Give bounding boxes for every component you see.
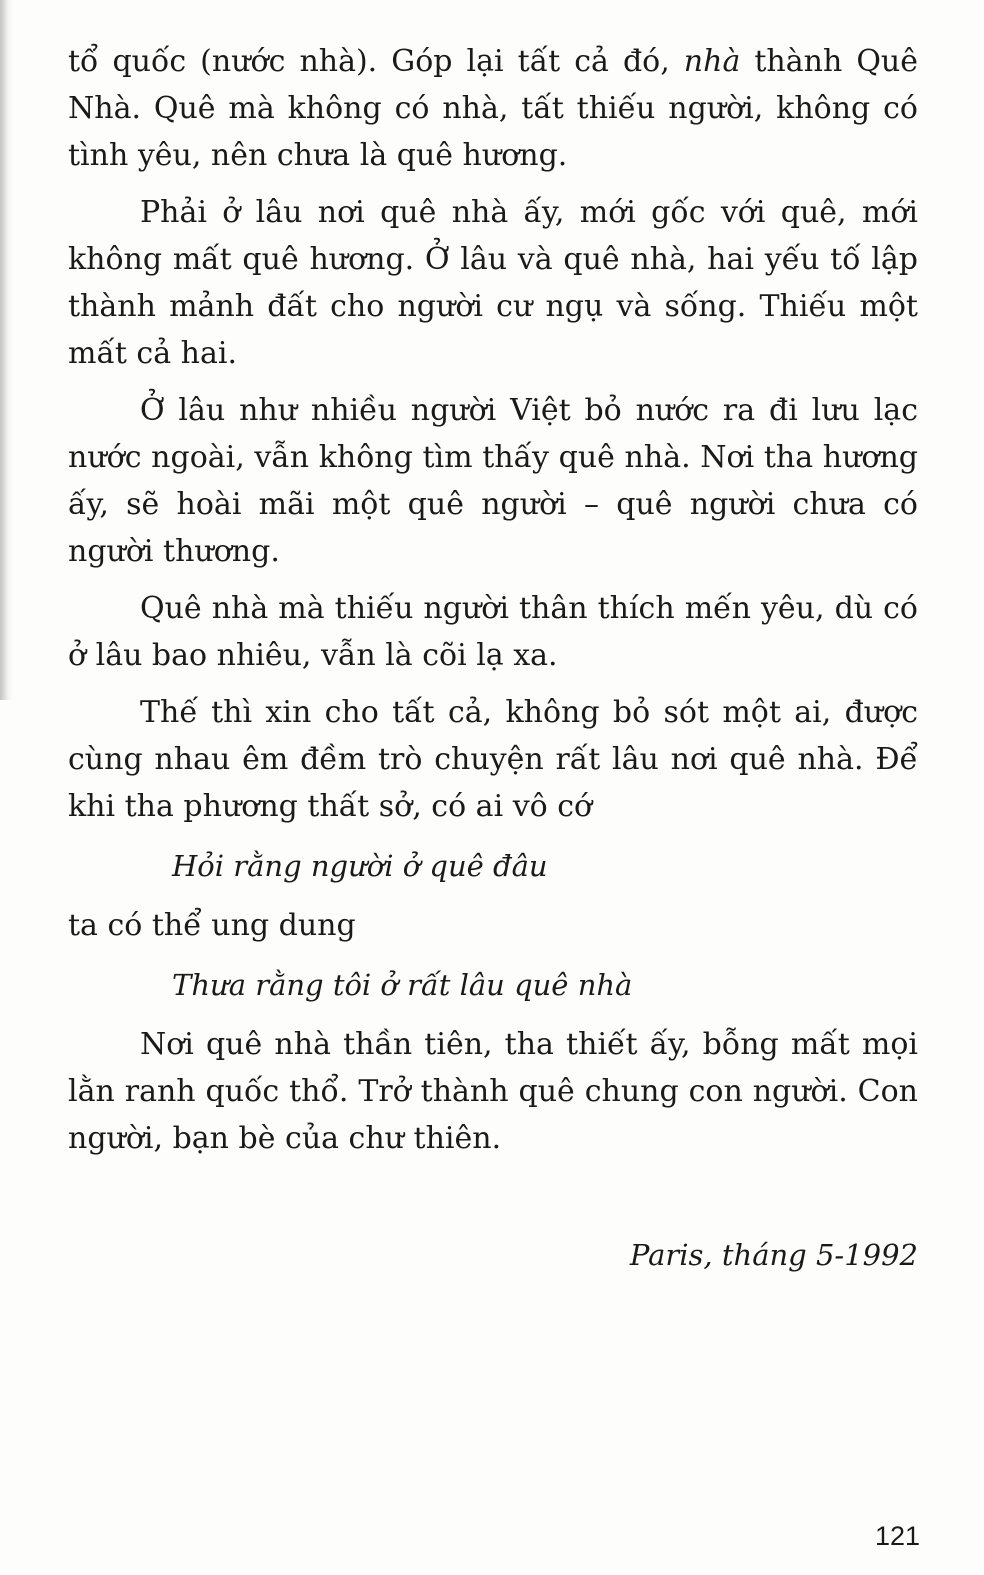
scan-shadow-edge xyxy=(0,0,14,700)
paragraph-1-italic: nhà xyxy=(683,44,741,79)
verse-line-1: Hỏi rằng người ở quê đâu xyxy=(172,849,548,883)
paragraph-1 xyxy=(68,38,918,179)
paragraph-5: Thế thì xin cho tất cả, không bỏ sót một ai, được cùng nhau êm đềm trò chuyện rất lâu nơi quê nhà. Để khi tha phương thất sở, có ai vô cớ xyxy=(68,695,918,824)
place-date-signature: Paris, tháng 5-1992 xyxy=(629,1238,918,1272)
paragraph-4: Quê nhà mà thiếu người thân thích mến yêu, dù có ở lâu bao nhiêu, vẫn là cõi lạ xa. xyxy=(68,591,918,673)
paragraph-6: Nơi quê nhà thần tiên, tha thiết ấy, bỗng mất mọi lằn ranh quốc thổ. Trở thành quê chung con người. Con người, bạn bè của chư thiên. xyxy=(68,1027,918,1156)
body-text xyxy=(68,38,918,1162)
connector-line: ta có thể ung dung xyxy=(68,908,356,943)
verse-line-2: Thưa rằng tôi ở rất lâu quê nhà xyxy=(172,968,633,1002)
paragraph-1-end: thành Quê Nhà. Quê mà không có nhà, tất thiếu người, không có tình yêu, nên chưa là quê hương. xyxy=(68,44,918,173)
page-number: 121 xyxy=(874,1521,920,1551)
paragraph-3: Ở lâu như nhiều người Việt bỏ nước ra đi lưu lạc nước ngoài, vẫn không tìm thấy quê nhà. Nơi tha hương ấy, sẽ hoài mãi một quê người – quê người chưa có người thương. xyxy=(68,393,918,569)
paragraph-1-start: tổ quốc (nước nhà). Góp lại tất cả đó, xyxy=(68,44,684,79)
paragraph-2: Phải ở lâu nơi quê nhà ấy, mới gốc với quê, mới không mất quê hương. Ở lâu và quê nhà, hai yếu tố lập thành mảnh đất cho người cư ngụ và sống. Thiếu một mất cả hai. xyxy=(68,195,918,371)
